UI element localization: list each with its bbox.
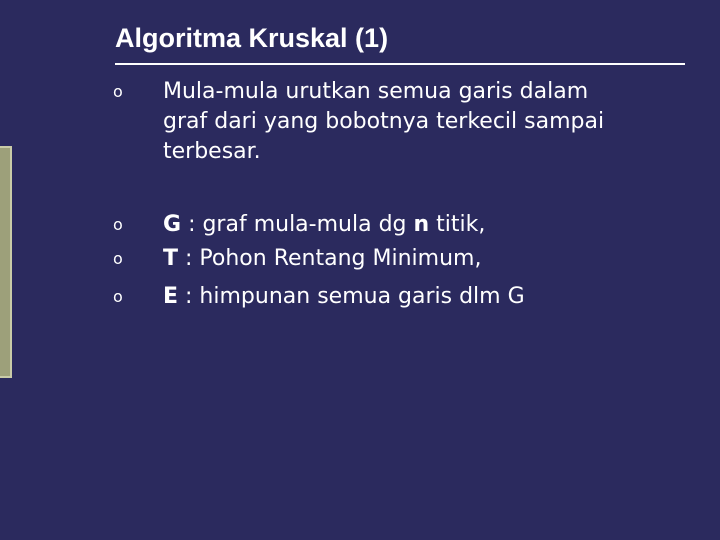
bullet-4-line [163, 282, 525, 312]
symbol-g: G [163, 212, 182, 237]
bullet-2-bold-word: n [413, 212, 430, 237]
bullet-3-text: : Pohon Rentang Minimum, [185, 246, 482, 271]
bullet-marker: o [113, 215, 123, 234]
bullet-3-line [163, 244, 481, 274]
side-accent-bar [0, 146, 12, 378]
bullet-4-text: : himpunan semua garis dlm G [185, 284, 525, 309]
bullet-1-line-1: Mula-mula urutkan semua garis dalam [163, 79, 589, 104]
slide-title: Algoritma Kruskal (1) [115, 23, 389, 53]
bullet-marker: o [113, 82, 123, 101]
bullet-1-line-3: terbesar. [163, 139, 261, 164]
bullet-1-line-2: graf dari yang bobotnya terkecil sampai [163, 109, 605, 134]
bullet-2-text-after: titik, [429, 212, 486, 237]
bullet-2-line [163, 210, 485, 240]
bullet-2-text-before: : graf mula-mula dg [188, 212, 414, 237]
title-underline [115, 63, 685, 65]
bullet-marker: o [113, 287, 123, 306]
symbol-e: E [163, 284, 179, 309]
symbol-t: T [163, 246, 179, 271]
bullet-marker: o [113, 249, 123, 268]
